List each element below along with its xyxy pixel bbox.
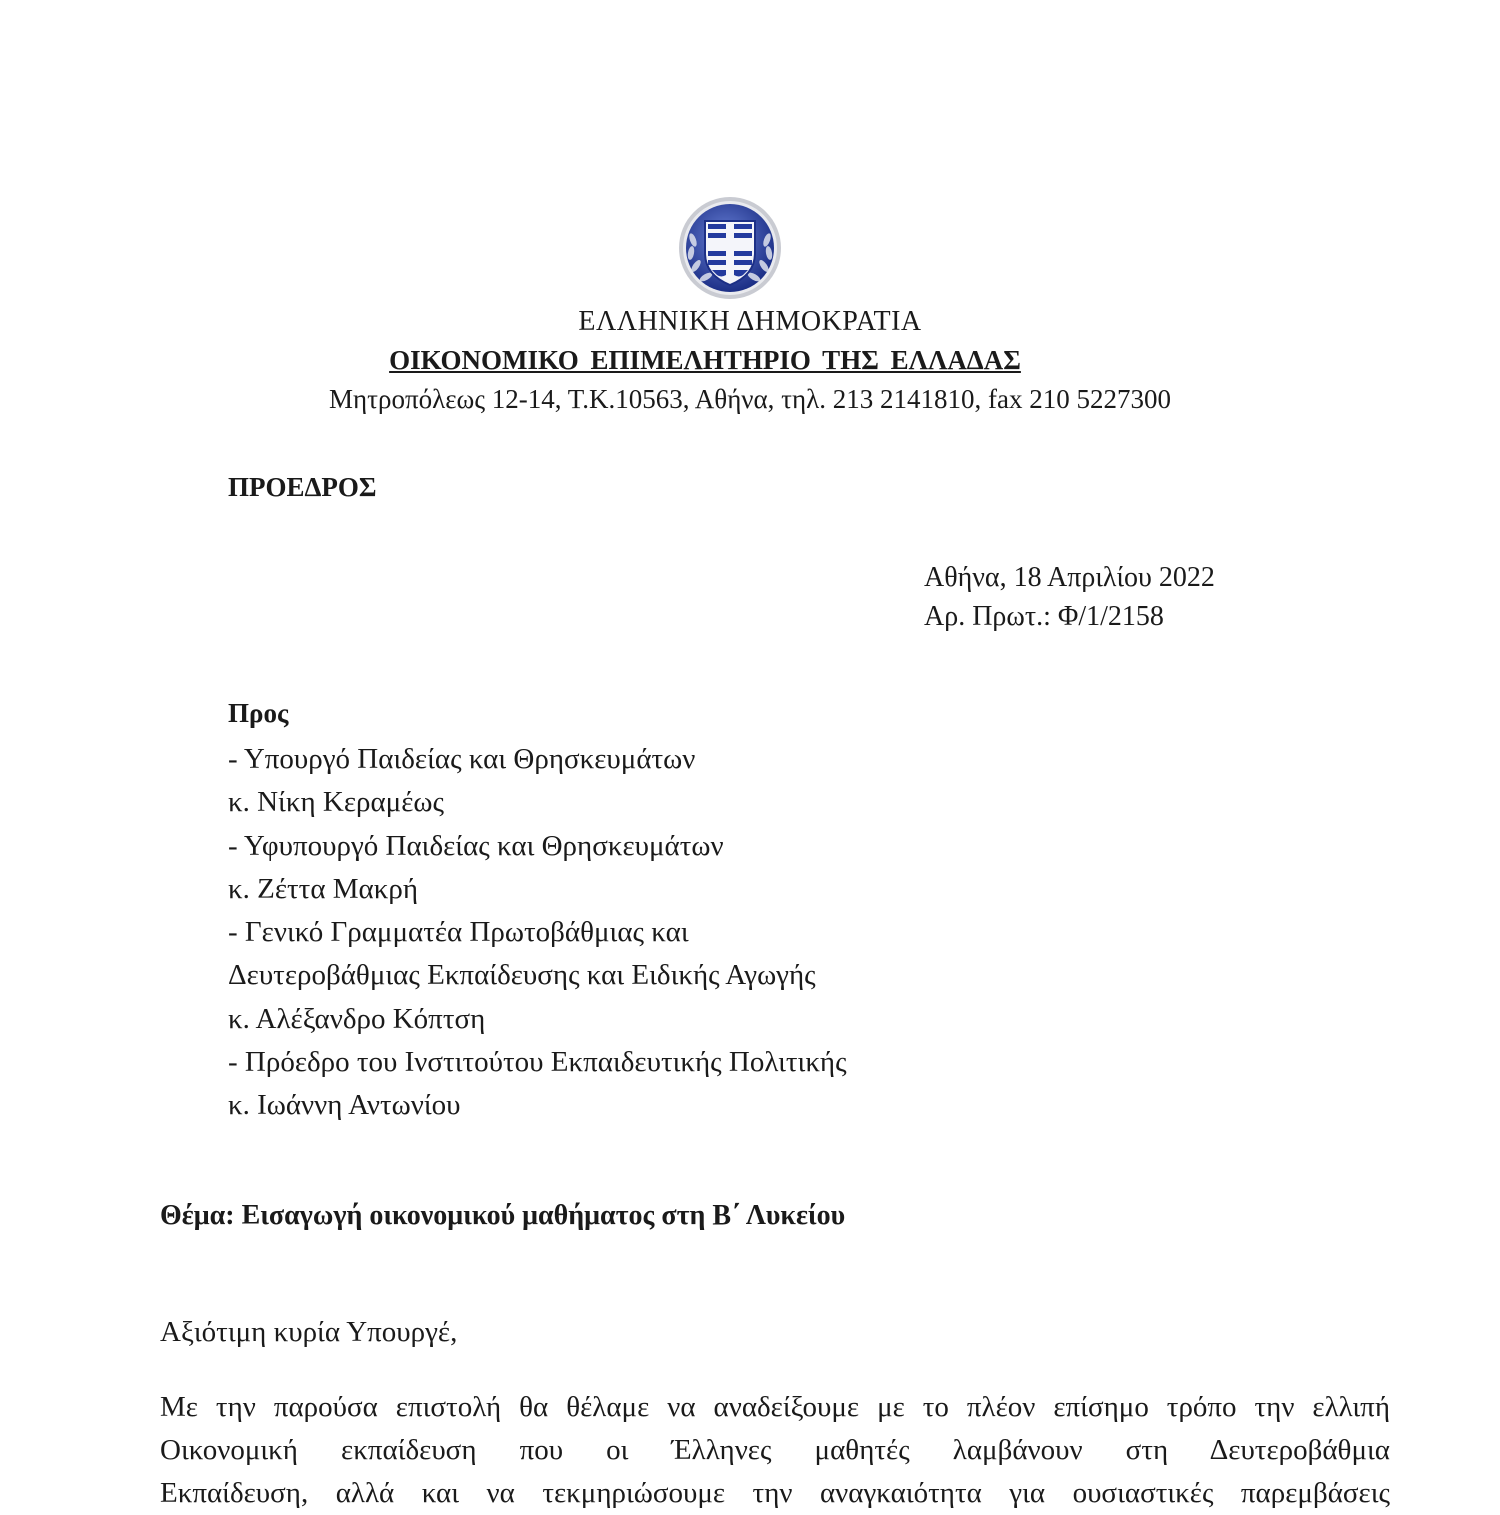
recipient-line: - Γενικό Γραμματέα Πρωτοβάθμιας και	[228, 916, 689, 949]
body-line: Με την παρούσα επιστολή θα θέλαμε να αναδείξουμε με το πλέον επίσημο τρόπο την ελλιπή	[160, 1391, 1390, 1423]
recipients-list	[228, 738, 847, 1128]
chamber-heading: ΟΙΚΟΝΟΜΙΚΟ ΕΠΙΜΕΛΗΤΗΡΙΟ ΤΗΣ ΕΛΛΑΔΑΣ	[389, 345, 1021, 375]
subject-line: Θέμα: Εισαγωγή οικονομικού μαθήματος στη Β΄ Λυκείου	[160, 1200, 846, 1231]
body-paragraph	[160, 1386, 1390, 1515]
recipient-line: - Υφυπουργό Παιδείας και Θρησκευμάτων	[228, 829, 724, 862]
republic-heading: ΕΛΛΗΝΙΚΗ ΔΗΜΟΚΡΑΤΙΑ	[578, 306, 922, 337]
recipient-line: κ. Αλέξανδρο Κόπτση	[228, 1002, 486, 1035]
greek-coat-of-arms-icon	[677, 195, 783, 301]
salutation: Αξιότιμη κυρία Υπουργέ,	[160, 1316, 458, 1348]
recipient-line: κ. Ζέττα Μακρή	[228, 872, 418, 905]
recipients-label: Προς	[228, 698, 289, 728]
body-line: Οικονομική εκπαίδευση που οι Έλληνες μαθητές λαμβάνουν στη Δευτεροβάθμια	[160, 1434, 1390, 1466]
address-line: Μητροπόλεως 12-14, Τ.Κ.10563, Αθήνα, τηλ. 213 2141810, fax 210 5227300	[329, 384, 1171, 414]
recipient-line: Δευτεροβάθμιας Εκπαίδευσης και Ειδικής Αγωγής	[228, 959, 816, 992]
recipient-line: κ. Νίκη Κεραμέως	[228, 786, 444, 819]
recipient-line: - Υπουργό Παιδείας και Θρησκευμάτων	[228, 743, 696, 775]
sender-title: ΠΡΟΕΔΡΟΣ	[228, 472, 377, 502]
date-block	[924, 558, 1215, 636]
date-line: Αθήνα, 18 Απριλίου 2022	[924, 562, 1215, 593]
body-line: Εκπαίδευση, αλλά και να τεκμηριώσουμε την αναγκαιότητα για ουσιαστικές παρεμβάσεις	[160, 1477, 1390, 1509]
recipient-line: κ. Ιωάννη Αντωνίου	[228, 1089, 461, 1122]
recipient-line: - Πρόεδρο του Ινστιτούτου Εκπαιδευτικής Πολιτικής	[228, 1046, 847, 1079]
protocol-number: Αρ. Πρωτ.: Φ/1/2158	[924, 601, 1164, 632]
